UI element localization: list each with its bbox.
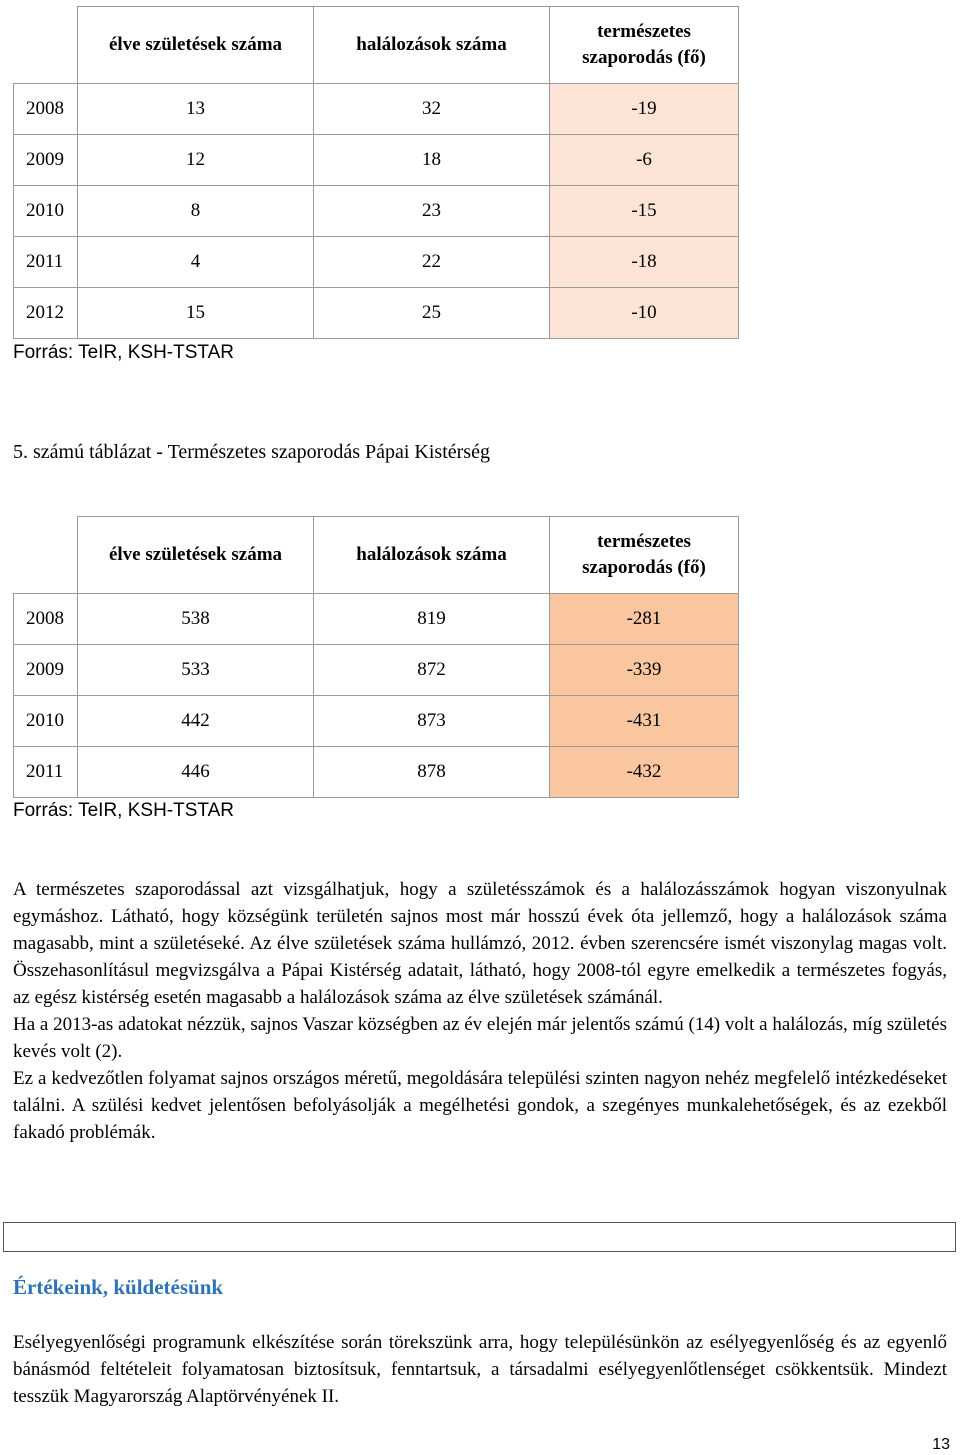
table-row xyxy=(14,645,739,696)
natural-increase-cell: -15 xyxy=(550,186,739,237)
year-cell: 2010 xyxy=(14,186,78,237)
paragraph: A természetes szaporodással azt vizsgálhatjuk, hogy a születésszámok és a halálozásszámok hogyan viszonyulnak egymáshoz. Látható, hogy községünk területén sajnos most már hosszú évek óta jellemző, hogy a halálozások száma magasabb, mint a születéseké. Az élve születések száma hullámzó, 2012. évben szerencsére ismét viszonylag magas volt. Összehasonlításul megvizsgálva a Pápai Kistérség adatait, látható, hogy 2008-tól egyre emelkedik a természetes fogyás, az egész kistérség esetén magasabb a halálozások száma az élve születések számánál. xyxy=(13,879,947,1008)
table-row xyxy=(14,696,739,747)
header-empty-cell xyxy=(14,517,78,594)
table-row xyxy=(14,84,739,135)
section-text xyxy=(13,1329,947,1410)
natural-increase-cell: -281 xyxy=(550,594,739,645)
births-cell: 4 xyxy=(78,237,314,288)
table-natural-increase-village xyxy=(13,6,739,339)
year-cell: 2011 xyxy=(14,747,78,798)
table-header-row xyxy=(14,517,739,594)
paragraph: Ha a 2013-as adatokat nézzük, sajnos Vaszar községben az év elején már jelentős számú (14) volt a halálozás, míg születés kevés volt (2). xyxy=(13,1014,947,1062)
paragraph: Esélyegyenlőségi programunk elkészítése során törekszünk arra, hogy településünkön az esélyegyenlőség és az egyenlő bánásmód feltételeit folyamatosan biztosítsuk, fenntartsuk, a társadalmi esélyegyenlőtlenséget csökkentsük. Mindezt tesszük Magyarország Alaptörvényének II. xyxy=(13,1332,947,1407)
natural-increase-cell: -10 xyxy=(550,288,739,339)
table-row xyxy=(14,186,739,237)
deaths-cell: 819 xyxy=(314,594,550,645)
body-text xyxy=(13,876,947,1146)
header-deaths: halálozások száma xyxy=(314,517,550,594)
table-row xyxy=(14,594,739,645)
year-cell: 2009 xyxy=(14,645,78,696)
table-header-row xyxy=(14,7,739,84)
natural-increase-cell: -431 xyxy=(550,696,739,747)
births-cell: 538 xyxy=(78,594,314,645)
deaths-cell: 25 xyxy=(314,288,550,339)
deaths-cell: 873 xyxy=(314,696,550,747)
year-cell: 2011 xyxy=(14,237,78,288)
natural-increase-cell: -432 xyxy=(550,747,739,798)
section-heading: Értékeink, küldetésünk xyxy=(13,1275,224,1299)
deaths-cell: 23 xyxy=(314,186,550,237)
table-row xyxy=(14,747,739,798)
year-cell: 2008 xyxy=(14,594,78,645)
births-cell: 12 xyxy=(78,135,314,186)
deaths-cell: 878 xyxy=(314,747,550,798)
header-empty-cell xyxy=(14,7,78,84)
header-births: élve születések száma xyxy=(78,7,314,84)
table1-source: Forrás: TeIR, KSH-TSTAR xyxy=(13,342,234,363)
header-natural-increase: természetes szaporodás (fő) xyxy=(550,517,739,594)
header-births: élve születések száma xyxy=(78,517,314,594)
deaths-cell: 872 xyxy=(314,645,550,696)
paragraph: Ez a kedvezőtlen folyamat sajnos országos méretű, megoldására települési szinten nagyon nehéz megfelelő intézkedéseket találni. A szülési kedvet jelentősen befolyásolják a megélhetési gondok, a szegényes munkalehetőségek, és az ezekből fakadó problémák. xyxy=(13,1068,947,1143)
births-cell: 446 xyxy=(78,747,314,798)
table2-caption: 5. számú táblázat - Természetes szaporodás Pápai Kistérség xyxy=(13,441,490,463)
births-cell: 13 xyxy=(78,84,314,135)
empty-frame-box xyxy=(3,1222,956,1252)
deaths-cell: 18 xyxy=(314,135,550,186)
natural-increase-cell: -19 xyxy=(550,84,739,135)
year-cell: 2009 xyxy=(14,135,78,186)
year-cell: 2010 xyxy=(14,696,78,747)
births-cell: 442 xyxy=(78,696,314,747)
deaths-cell: 22 xyxy=(314,237,550,288)
natural-increase-cell: -6 xyxy=(550,135,739,186)
header-deaths: halálozások száma xyxy=(314,7,550,84)
deaths-cell: 32 xyxy=(314,84,550,135)
natural-increase-cell: -18 xyxy=(550,237,739,288)
births-cell: 533 xyxy=(78,645,314,696)
year-cell: 2008 xyxy=(14,84,78,135)
table-natural-increase-subregion xyxy=(13,516,739,798)
year-cell: 2012 xyxy=(14,288,78,339)
table2-source: Forrás: TeIR, KSH-TSTAR xyxy=(13,800,234,821)
table-row xyxy=(14,237,739,288)
births-cell: 15 xyxy=(78,288,314,339)
natural-increase-cell: -339 xyxy=(550,645,739,696)
table-row xyxy=(14,135,739,186)
table-row xyxy=(14,288,739,339)
header-natural-increase: természetes szaporodás (fő) xyxy=(550,7,739,84)
births-cell: 8 xyxy=(78,186,314,237)
page-number: 13 xyxy=(932,1436,950,1453)
